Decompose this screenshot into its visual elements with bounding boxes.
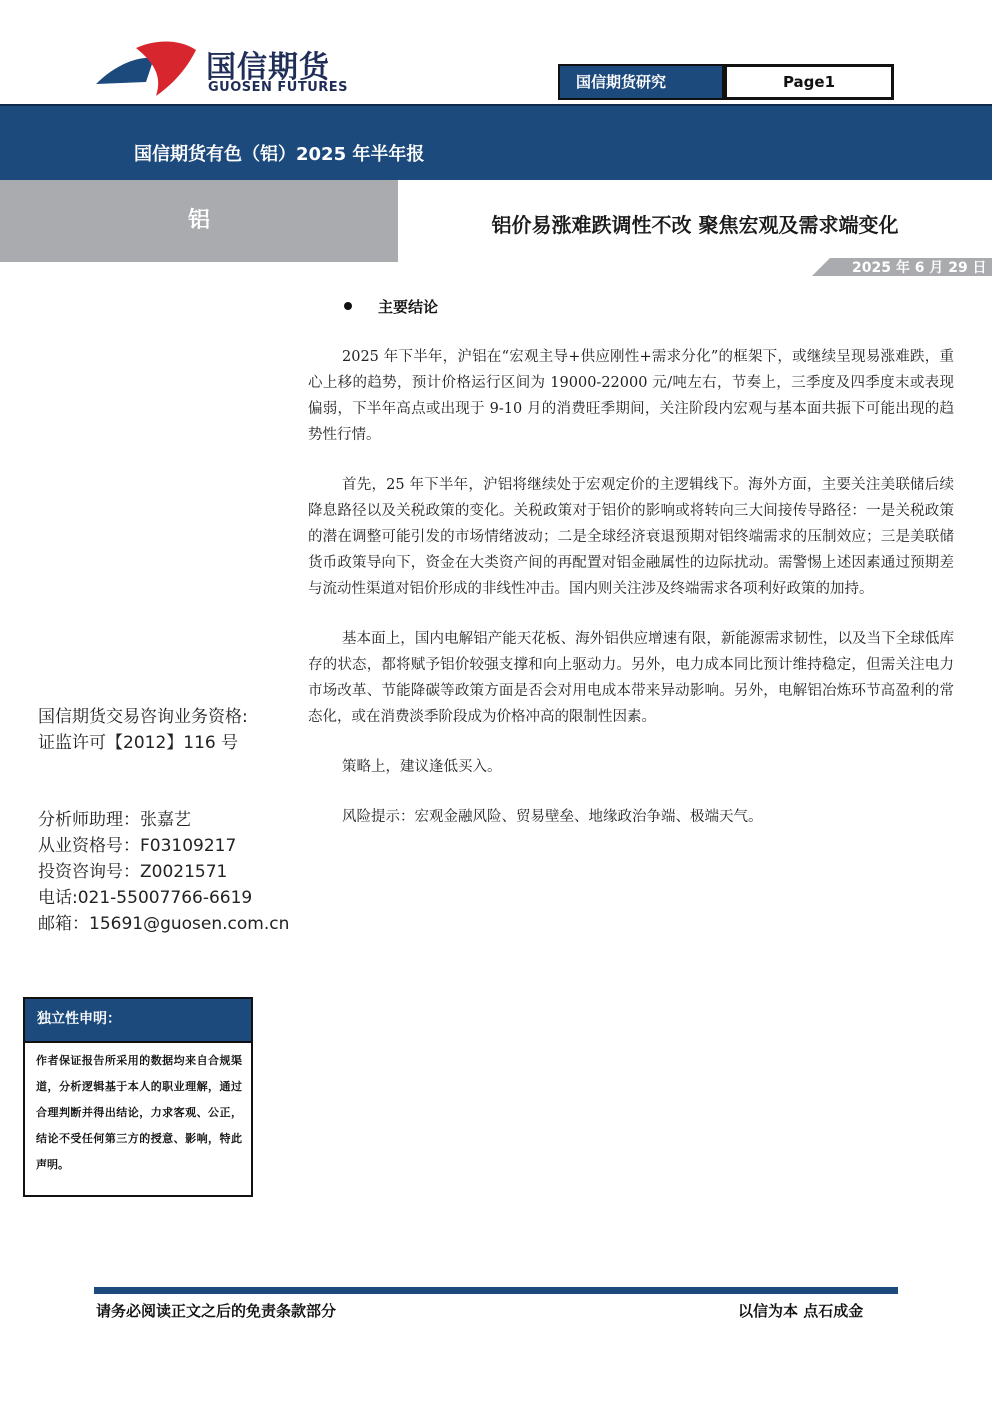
headline: 铝价易涨难跌调性不改 聚焦宏观及需求端变化	[491, 213, 899, 237]
section-heading: 主要结论	[378, 298, 439, 316]
footer-slogan: 以信为本 点石成金	[738, 1302, 864, 1320]
report-title: 国信期货有色（铝）2025 年半年报	[134, 144, 425, 165]
logo-name-en: GUOSEN FUTURES	[208, 80, 349, 95]
logo-mark-icon	[92, 38, 202, 102]
report-date: 2025 年 6 月 29 日	[852, 260, 987, 276]
analyst-qualification: 从业资格号：F03109217	[38, 836, 237, 856]
section-heading-row	[308, 296, 954, 320]
paragraph: 风险提示：宏观金融风险、贸易壁垒、地缘政治争端、极端天气。	[342, 809, 763, 825]
license-line: 国信期货交易咨询业务资格:	[38, 707, 248, 727]
main-content	[308, 296, 954, 830]
paragraph: 基本面上，国内电解铝产能天花板、海外铝供应增速有限，新能源需求韧性，以及当下全球低库存的状态，都将赋予铝价较强支撑和向上驱动力。另外，电力成本同比预计维持稳定，但需关注电力市场改革、节能降碳等政策方面是否会对用电成本带来异动影响。另外，电解铝冶炼环节高盈利的常态化，或在消费淡季阶段成为价格冲高的限制性因素。	[308, 631, 954, 725]
footer-disclaimer: 请务必阅读正文之后的免责条款部分	[96, 1302, 337, 1320]
analyst-name: 分析师助理：张嘉艺	[38, 810, 191, 830]
analyst-info	[38, 807, 289, 937]
logo-name-cn: 国信期货	[206, 50, 330, 85]
analyst-phone: 电话:021-55007766-6619	[38, 888, 253, 908]
company-logo	[92, 38, 354, 102]
independence-title: 独立性申明：	[37, 1011, 121, 1027]
analyst-consult-number: 投资咨询号：Z0021571	[38, 862, 228, 882]
subject-label: 铝	[187, 208, 210, 233]
paragraph: 首先，25 年下半年，沪铝将继续处于宏观定价的主逻辑线下。海外方面，主要关注美联储后续降息路径以及关税政策的变化。关税政策对于铝价的影响或将转向三大间接传导路径：一是关税政策的潜在调整可能引发的市场情绪波动；二是全球经济衰退预期对铝终端需求的压制效应；三是美联储货币政策导向下，资金在大类资产间的再配置对铝金融属性的边际扰动。需警惕上述因素通过预期差与流动性渠道对铝价形成的非线性冲击。国内则关注涉及终端需求各项利好政策的加持。	[308, 477, 954, 597]
page-label: Page1	[724, 64, 894, 100]
independence-text: 作者保证报告所采用的数据均来自合规渠道，分析逻辑基于本人的职业理解，通过合理判断并得出结论，力求客观、公正，结论不受任何第三方的授意、影响，特此声明。	[36, 1054, 242, 1171]
paragraph: 策略上，建议逢低买入。	[342, 759, 502, 775]
license-info	[38, 704, 248, 756]
paragraph: 2025 年下半年，沪铝在“宏观主导+供应刚性+需求分化”的框架下，或继续呈现易涨难跌，重心上移的趋势，预计价格运行区间为 19000-22000 元/吨左右，节奏上，三季度及四季度末或表现偏弱，下半年高点或出现于 9-10 月的消费旺季期间，关注阶段内宏观与基本面共振下可能出现的趋势性行情。	[308, 349, 954, 443]
bullet-icon	[344, 302, 352, 310]
analyst-email: 邮箱：15691@guosen.com.cn	[38, 914, 290, 934]
research-tab: 国信期货研究	[558, 64, 724, 100]
footer-rule	[94, 1287, 898, 1294]
divider	[25, 1041, 251, 1043]
date-band	[0, 258, 992, 276]
license-line: 证监许可【2012】116 号	[38, 733, 239, 753]
